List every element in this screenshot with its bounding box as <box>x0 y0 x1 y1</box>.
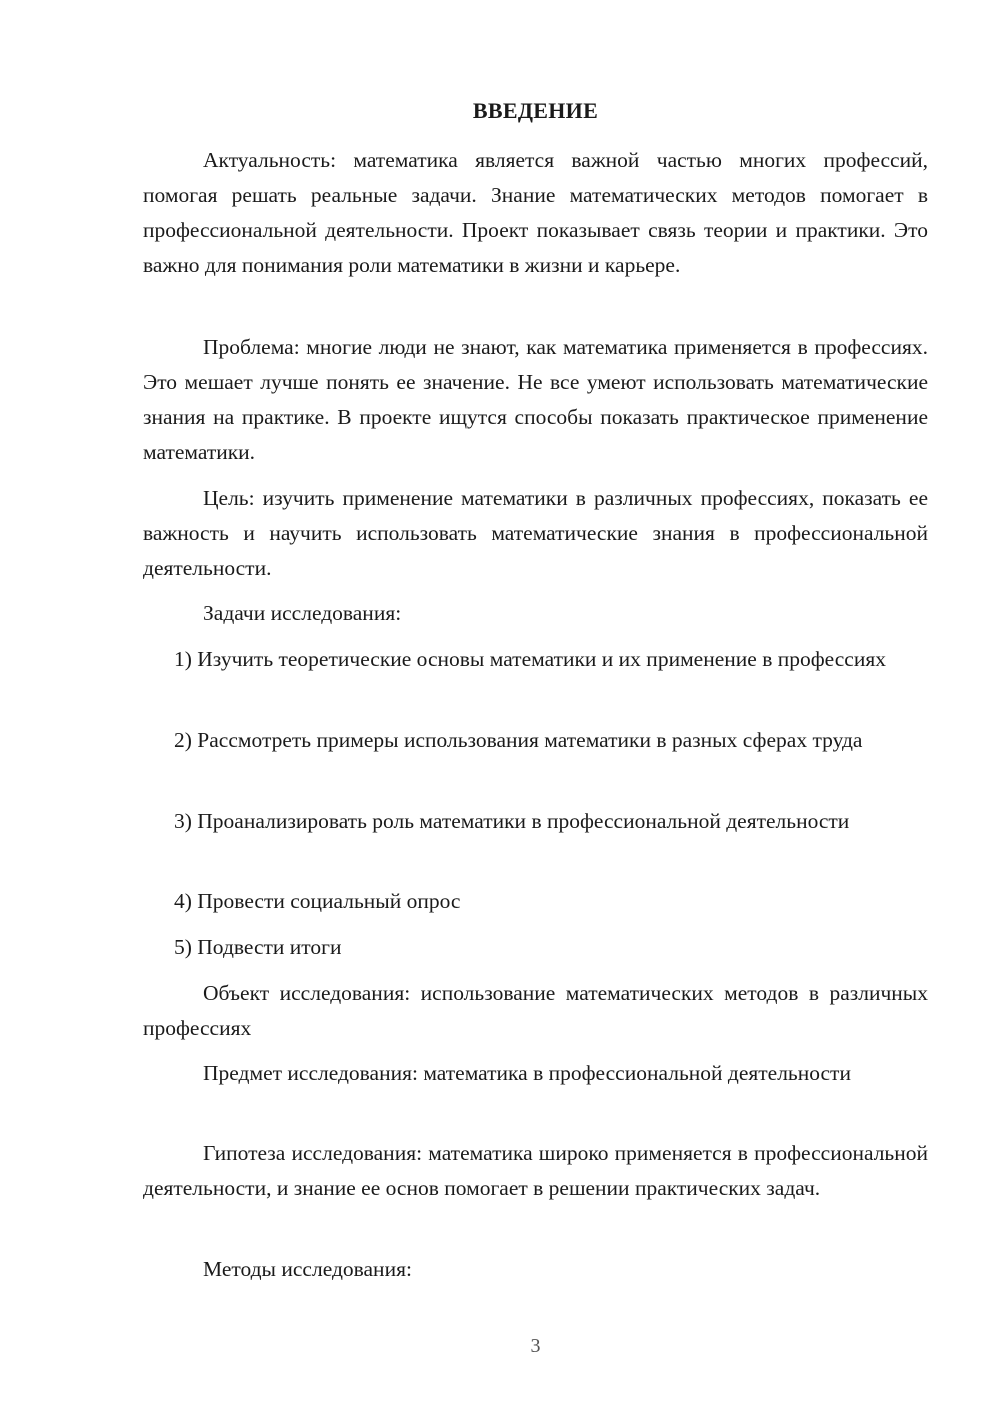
task-item-2: 2) Рассмотреть примеры использования математики в разных сферах труда <box>174 728 863 752</box>
task-item-4: 4) Провести социальный опрос <box>174 889 461 913</box>
object-paragraph: Объект исследования: использование математических методов в различных профессиях <box>143 981 928 1040</box>
methods-heading: Методы исследования: <box>203 1257 412 1281</box>
section-title: ВВЕДЕНИЕ <box>472 98 599 123</box>
task-item-3: 3) Проанализировать роль математики в профессиональной деятельности <box>174 809 850 833</box>
page-number: 3 <box>530 1335 541 1357</box>
problem-paragraph: Проблема: многие люди не знают, как математика применяется в профессиях. Это мешает лучше понять ее значение. Не все умеют использовать математические знания на практике. В проекте ищутся способы показать практическое применение математики. <box>143 335 928 464</box>
relevance-paragraph: Актуальность: математика является важной частью многих профессий, помогая решать реальные задачи. Знание математических методов помогает в профессиональной деятельности. Проект показывает связь теории и практики. Это важно для понимания роли математики в жизни и карьере. <box>143 148 928 277</box>
task-item-5: 5) Подвести итоги <box>174 935 342 959</box>
goal-paragraph: Цель: изучить применение математики в различных профессиях, показать ее важность и научить использовать математические знания в профессиональной деятельности. <box>143 486 928 580</box>
task-item-1: 1) Изучить теоретические основы математики и их применение в профессиях <box>174 647 886 671</box>
tasks-heading: Задачи исследования: <box>203 601 402 625</box>
hypothesis-paragraph: Гипотеза исследования: математика широко применяется в профессиональной деятельности, и знание ее основ помогает в решении практических задач. <box>143 1141 928 1200</box>
subject-paragraph: Предмет исследования: математика в профессиональной деятельности <box>203 1061 851 1085</box>
